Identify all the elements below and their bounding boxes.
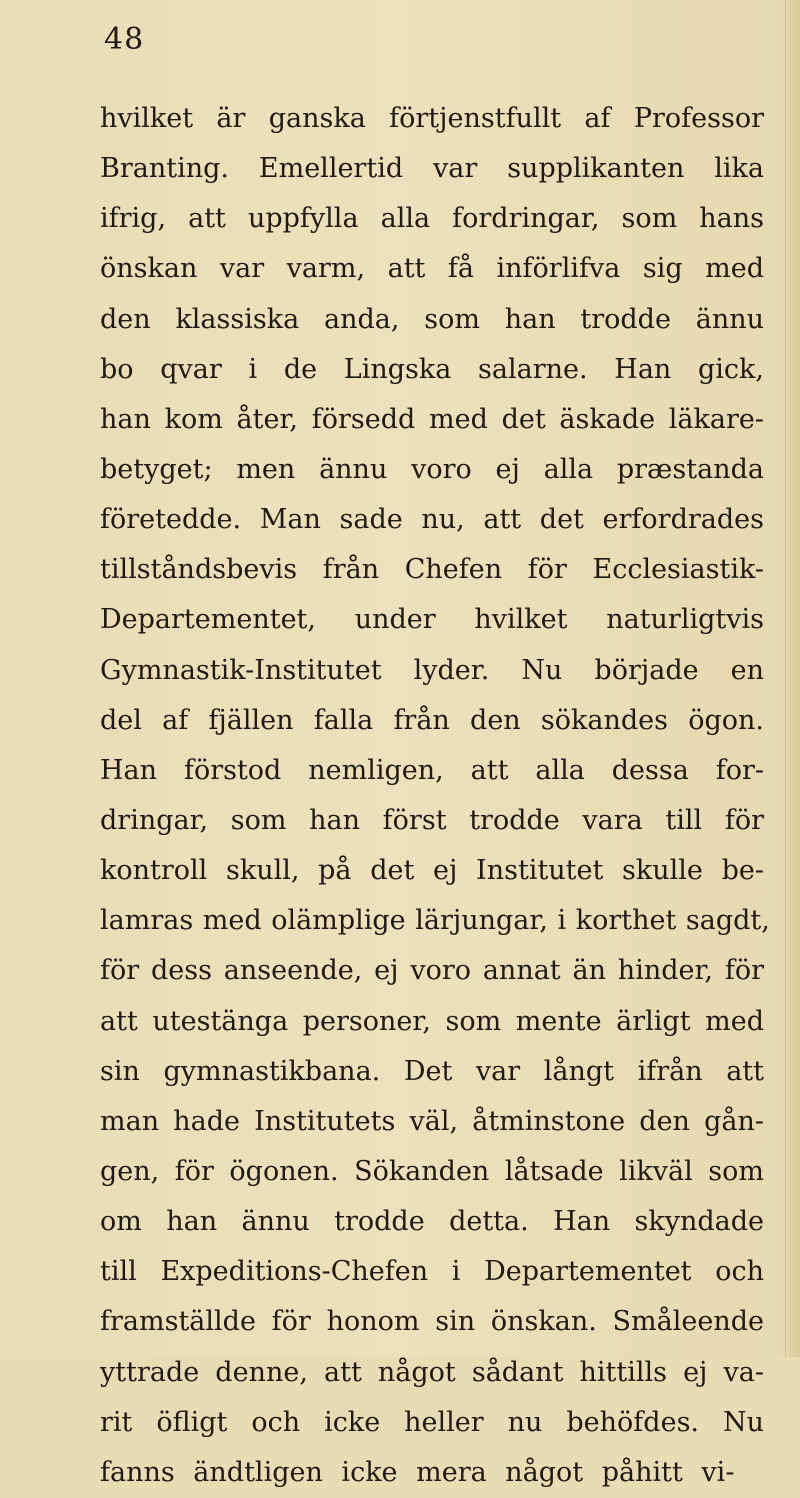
text-line-27: rit öfligt och icke heller nu behöfdes. Nu: [100, 1406, 764, 1438]
text-line-1: hvilket är ganska förtjenstfullt af Professor: [100, 103, 764, 134]
text-line-19: att utestänga personer, som mente ärligt med: [100, 1005, 764, 1037]
text-line-25: framställde för honom sin önskan. Småleende: [100, 1306, 764, 1338]
text-line-3: ifrig, att uppfylla alla fordringar, som hans: [100, 203, 764, 235]
page-number: 48: [104, 22, 145, 57]
text-line-8: betyget; men ännu voro ej alla præstanda: [100, 453, 764, 485]
text-line-22: gen, för ögonen. Sökanden låtsade likväl som: [100, 1155, 764, 1187]
body-text: [100, 94, 770, 1498]
text-line-6: bo qvar i de Lingska salarne. Han gick,: [100, 353, 764, 385]
text-line-15: dringar, som han först trodde vara till för: [100, 804, 764, 836]
text-line-4: önskan var varm, att få införlifva sig med: [100, 253, 764, 285]
text-line-13: del af fjällen falla från den sökandes ögon.: [100, 704, 764, 736]
text-line-5: den klassiska anda, som han trodde ännu: [100, 303, 764, 335]
text-line-21: man hade Institutets väl, åtminstone den gån-: [100, 1105, 764, 1137]
text-line-20: sin gymnastikbana. Det var långt ifrån att: [100, 1055, 764, 1087]
text-line-10: tillståndsbevis från Chefen för Ecclesiastik-: [100, 554, 764, 586]
text-line-16: kontroll skull, på det ej Institutet skulle be-: [100, 855, 764, 887]
text-line-9: företedde. Man sade nu, att det erfordrades: [100, 504, 764, 536]
text-line-2: Branting. Emellertid var supplikanten lika: [100, 153, 764, 185]
page-edge: [785, 0, 800, 1357]
text-line-28: fanns ändtligen icke mera något påhitt vi-: [100, 1456, 735, 1488]
text-line-17: lamras med olämplige lärjungar, i korthet sagdt,: [100, 905, 770, 937]
text-line-24: till Expeditions-Chefen i Departementet och: [100, 1256, 764, 1288]
text-line-7: han kom åter, försedd med det äskade läkare-: [100, 403, 764, 435]
text-line-26: yttrade denne, att något sådant hittills ej va-: [100, 1356, 764, 1388]
text-line-14: Han förstod nemligen, att alla dessa for-: [100, 754, 764, 786]
text-line-18: för dess anseende, ej voro annat än hinder, för: [100, 955, 764, 987]
text-line-11: Departementet, under hvilket naturligtvis: [100, 604, 764, 636]
text-line-12: Gymnastik-Institutet lyder. Nu började en: [100, 654, 764, 686]
text-line-23: om han ännu trodde detta. Han skyndade: [100, 1206, 764, 1238]
